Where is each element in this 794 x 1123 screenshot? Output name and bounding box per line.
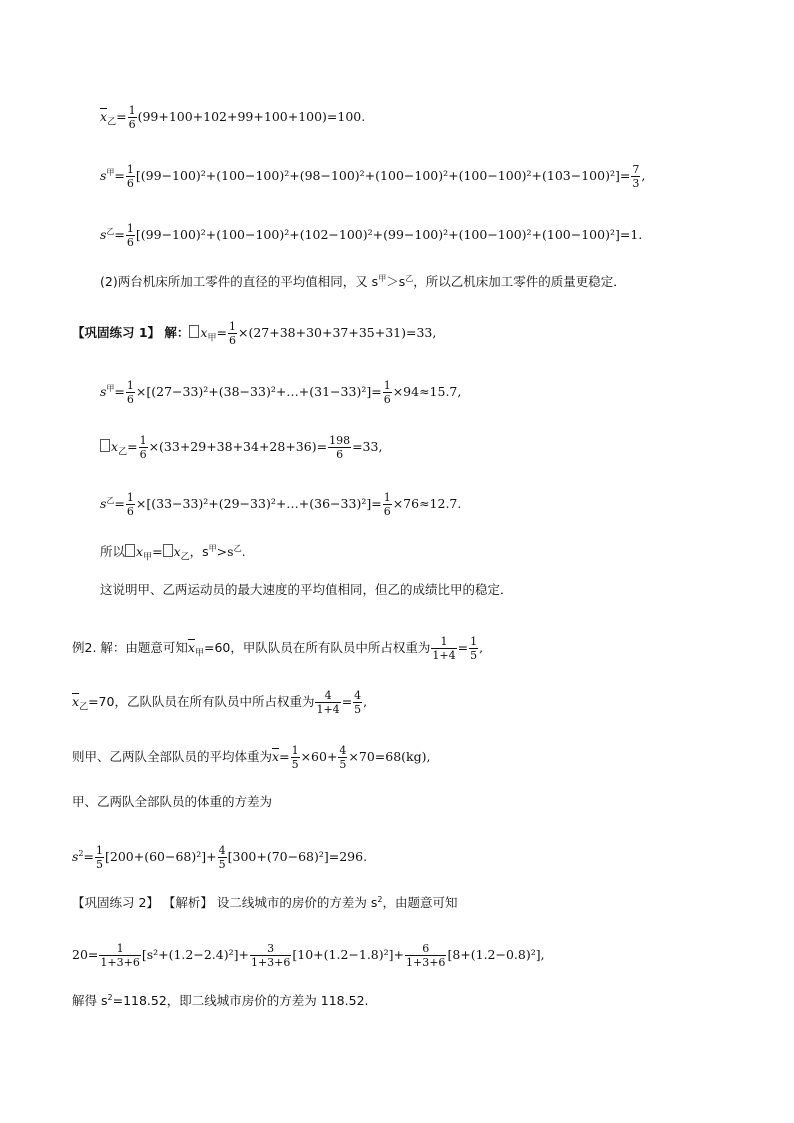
denominator: 1+4 [432,649,456,662]
numerator: 1 [228,320,236,333]
numerator: 1 [126,491,134,504]
fraction [383,491,392,518]
x-symbol: x [173,544,181,560]
superscript: 乙 [405,274,414,283]
fraction [353,689,362,716]
explanation-line [100,582,513,598]
numerator: 1 [126,163,134,176]
text: >s [216,544,234,560]
text: =118.52，即二线城市房价的方差为 118.52. [112,993,369,1009]
equals: = [114,168,125,183]
variance-jia-2-line [100,379,461,406]
fraction [338,744,347,771]
superscript: 乙 [233,544,242,553]
equation-line [72,942,545,969]
x-symbol: x [200,325,208,340]
expression: [(99−100)²+(100−100)²+(98−100)²+(100−100)²+(100−100)²+(103−100)²]= [135,168,631,183]
numerator: 1 [139,434,147,447]
subscript: 乙 [118,447,128,458]
fraction [128,104,137,131]
variance-total-line [72,844,367,871]
fraction [431,635,456,662]
denominator: 6 [126,236,134,249]
subscript: 乙 [180,552,190,563]
denominator: 6 [126,505,134,518]
s-symbol: s [100,168,107,183]
fraction [218,844,227,871]
x-bar: $\overline{x}$ [100,109,108,124]
s-symbol: s [100,227,107,242]
punct: , [479,640,484,655]
fraction [291,744,300,771]
example-2-line [72,635,483,662]
heading: 【巩固练习 1】 解： [72,325,190,340]
fraction [250,942,291,969]
equals: = [279,749,290,764]
denominator: 6 [383,393,391,406]
numerator: 1 [470,635,478,648]
equals: = [114,227,125,242]
denominator: 5 [291,758,299,771]
numerator: 1 [128,104,136,117]
fraction [328,434,351,461]
superscript: 2 [107,993,113,1002]
so-line [100,541,246,566]
variance-yi-2-line [100,491,461,518]
denominator: 6 [126,177,134,190]
equals: = [457,640,469,655]
numerator: 4 [218,844,226,857]
fraction [95,844,104,871]
mean-yi-2-line [100,434,382,461]
conclusion-line [100,271,626,290]
x-bar: $\overline{x}$ [72,694,80,709]
denominator: 6 [128,118,136,131]
numerator: 4 [354,689,362,702]
denominator: 6 [328,447,351,461]
denominator: 5 [218,858,226,871]
expression: [8+(1.2−0.8)²], [447,947,545,962]
mean-yi-line [100,104,365,131]
s-symbol: s [100,496,107,511]
avg-weight-line [72,744,430,771]
fraction [315,689,340,716]
text: ，s [189,544,209,560]
expression: =33, [352,439,383,454]
denominator: 1+4 [316,703,340,716]
text: 例2. 解：由题意可知 [72,640,188,655]
result-line [72,990,369,1009]
expression: (99+100+102+99+100+100)=100. [137,109,366,124]
numerator: 1 [383,491,391,504]
practice-1-line [72,320,436,347]
expression: ×(33+29+38+34+28+36)= [148,439,328,454]
yi-weight-line [72,689,367,716]
text: 这说明甲、乙两运动员的最大速度的平均值相同，但乙的成绩比甲的稳定． [100,582,513,597]
expression: ×70=68(kg), [348,749,431,764]
expression: [s²+(1.2−2.4)²]+ [141,947,249,962]
punct: , [363,694,368,709]
missing-glyph-icon [163,544,173,557]
numerator: 198 [329,434,351,447]
subscript: 甲 [143,552,153,563]
variance-yi-line [100,222,642,249]
subscript: 甲 [207,333,217,344]
fraction [126,222,135,249]
superscript: 2 [78,848,84,858]
subscript: 乙 [79,702,89,713]
denominator: 6 [228,334,236,347]
x-symbol: x [111,439,119,454]
superscript: 甲 [378,274,387,283]
numerator: 1 [126,379,134,392]
numerator: 1 [291,744,299,757]
text: 所以 [100,544,126,560]
superscript: 甲 [106,167,115,177]
variance-intro-line [72,794,272,810]
subscript: 乙 [107,117,117,128]
x-symbol: x [136,544,144,560]
text: 甲、乙两队全部队员的体重的方差为 [72,794,273,809]
superscript: 2 [377,895,383,904]
equals: = [114,384,125,399]
superscript: 甲 [106,383,115,393]
text: ＞s [386,274,406,290]
fraction [631,163,640,190]
denominator: 1+3+6 [406,956,446,969]
denominator: 6 [126,393,134,406]
expression: ×(27+38+30+37+35+31)=33, [237,325,437,340]
equals: = [216,325,227,340]
expression: [200+(60−68)²]+ [105,849,217,864]
text: . [241,544,246,560]
denominator: 5 [354,703,362,716]
text: 则甲、乙两队全部队员的平均体重为 [72,749,273,764]
numerator: 1 [126,222,134,235]
denominator: 5 [339,758,347,771]
denominator: 1+3+6 [250,956,291,969]
expression: ×94≈15.7, [392,384,462,399]
text: ，由题意可知 [382,895,458,911]
equals: = [114,496,125,511]
text: (2)两台机床所加工零件的直径的平均值相同，又 s [100,274,379,290]
s-symbol: s [72,849,79,864]
fraction [126,163,135,190]
expression: ×76≈12.7. [392,496,462,511]
text: =60，甲队队员在所有队员中所占权重为 [203,640,431,655]
fraction [228,320,237,347]
expression: ×[(33−33)²+(29−33)²+…+(36−33)²]= [135,496,382,511]
variance-jia-line [100,163,645,190]
denominator: 5 [96,858,103,871]
practice-2-line [72,892,457,911]
text: 20= [72,947,99,962]
expression: [10+(1.2−1.8)²]+ [292,947,404,962]
subscript: 甲 [194,648,204,659]
numerator: 1 [440,635,448,648]
expression: ×[(27−33)²+(38−33)²+…+(31−33)²]= [135,384,382,399]
denominator: 5 [470,649,478,662]
denominator: 3 [632,177,640,190]
missing-glyph-icon [125,544,135,557]
equals: = [152,544,163,560]
numerator: 1 [383,379,391,392]
numerator: 1 [96,844,103,857]
superscript: 乙 [106,495,115,505]
numerator: 3 [267,942,275,955]
equals: = [341,694,353,709]
text: 解得 s [72,993,108,1009]
fraction [126,491,135,518]
fraction [469,635,478,662]
fraction [383,379,392,406]
missing-glyph-icon [189,325,199,338]
fraction [126,379,135,406]
equals: = [127,439,138,454]
expression: ×60+ [300,749,338,764]
x-bar: $\overline{x}$ [187,640,195,655]
denominator: 1+3+6 [100,956,140,969]
superscript: 甲 [208,544,217,553]
text: 【巩固练习 2】 【解析】 设二线城市的房价的方差为 s [72,895,378,911]
numerator: 7 [632,163,640,176]
s-symbol: s [100,384,107,399]
text: =70，乙队队员在所有队员中所占权重为 [88,694,315,709]
fraction [405,942,446,969]
expression: [300+(70−68)²]=296. [227,849,368,864]
fraction [139,434,148,461]
expression: [(99−100)²+(100−100)²+(102−100)²+(99−100)²+(100−100)²+(100−100)²]=1. [135,227,643,242]
equals: = [116,109,127,124]
text: ，所以乙机床加工零件的质量更稳定． [413,274,626,290]
missing-glyph-icon [100,439,110,452]
fraction [99,942,140,969]
punct: , [641,168,646,183]
equals: = [83,849,94,864]
superscript: 乙 [106,226,115,236]
denominator: 6 [139,448,147,461]
denominator: 6 [383,505,391,518]
x-bar: $\overline{x}$ [272,749,280,764]
numerator: 4 [324,689,332,702]
numerator: 6 [422,942,430,955]
numerator: 1 [116,942,124,955]
numerator: 4 [339,744,347,757]
